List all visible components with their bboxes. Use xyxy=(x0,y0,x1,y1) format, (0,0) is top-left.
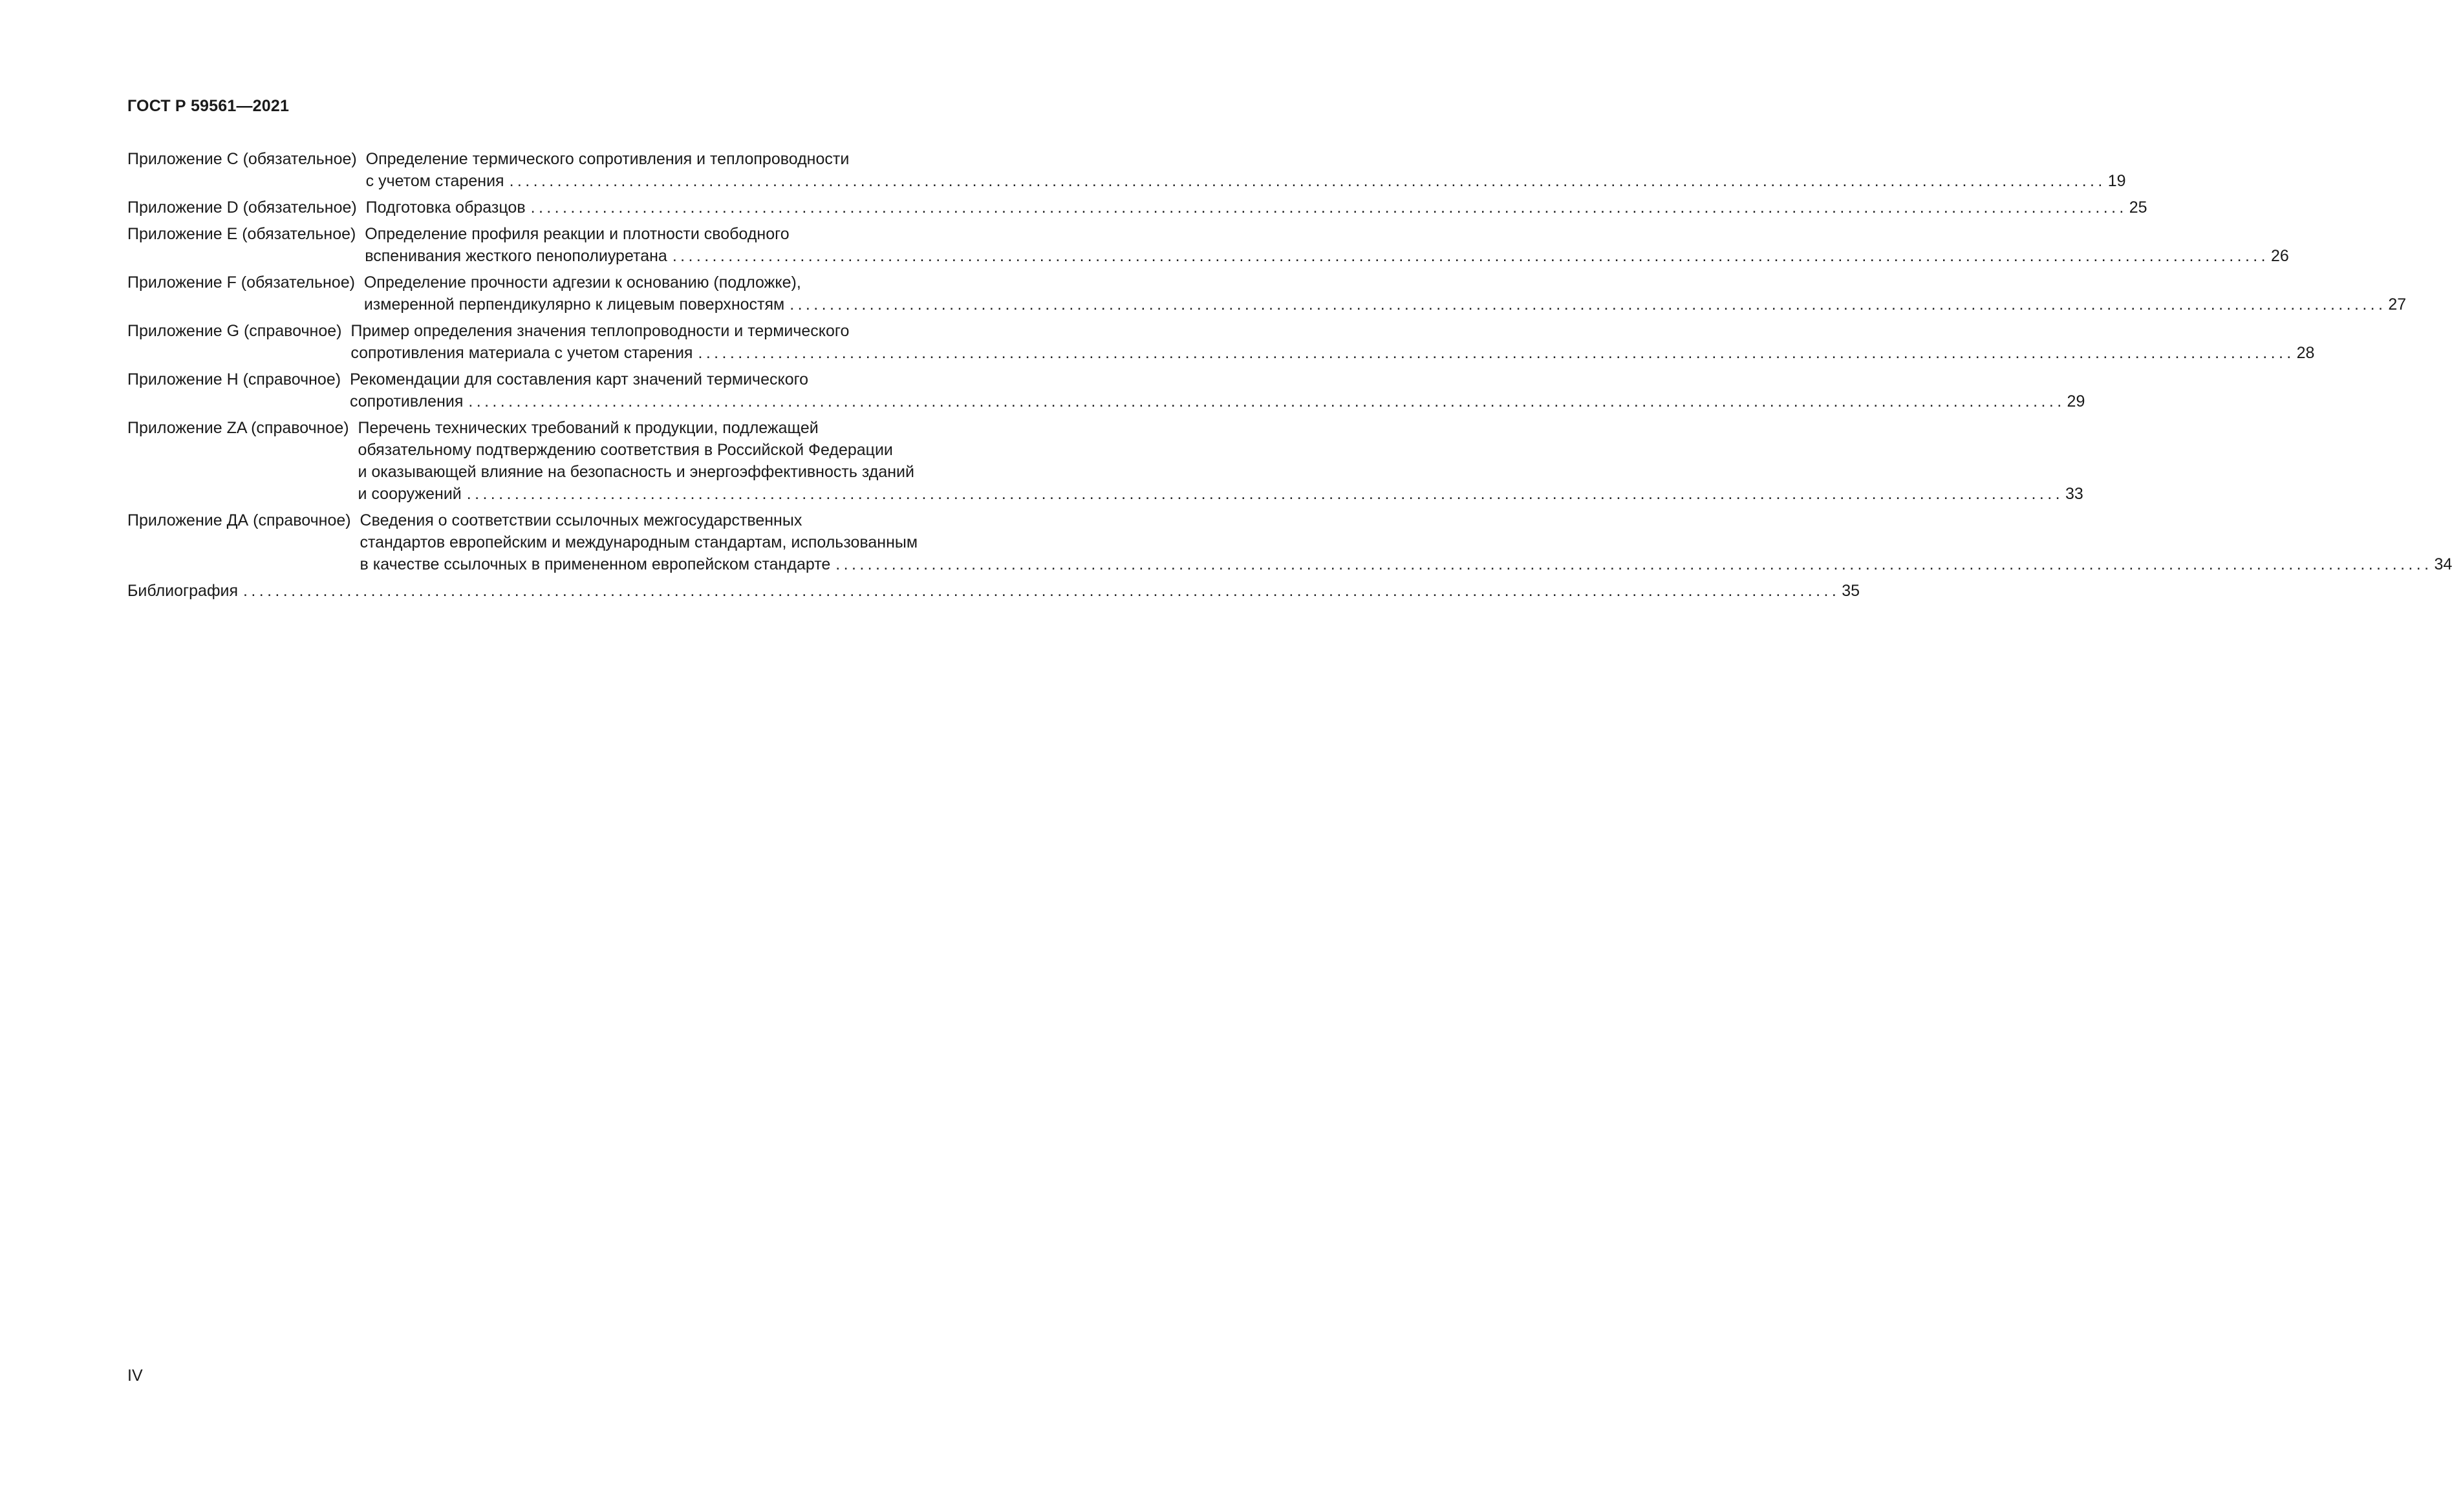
toc-entry-label: Приложение ZA (справочное) xyxy=(127,419,349,437)
toc-entry-title-line: Определение прочности адгезии к основанию (подложке), xyxy=(363,273,801,292)
toc-entry-title-line: Сведения о соответствии ссылочных межгосударственных xyxy=(360,511,802,529)
toc-entry-title-line: стандартов европейским и международным стандартам, использованным xyxy=(360,533,918,551)
toc-entry-title-line: в качестве ссылочных в примененном европейском стандарте xyxy=(360,555,831,573)
toc-entry-label: Приложение D (обязательное) xyxy=(127,198,357,217)
toc-entry-title-line: Библиография xyxy=(127,582,239,600)
toc-page-number[interactable]: 28 xyxy=(2296,344,2315,362)
dot-leader: ........................................................................................................................................................................................................ xyxy=(835,555,2433,573)
toc-entry-label: Приложение С (обязательное) xyxy=(127,150,357,168)
dot-leader: ........................................................................................................................................................................................................ xyxy=(530,198,2127,217)
table-of-contents xyxy=(127,148,2452,606)
toc-page-number[interactable]: 33 xyxy=(2065,485,2083,503)
toc-entry[interactable] xyxy=(127,272,2407,315)
toc-entry-title-line: с учетом старения xyxy=(365,172,504,190)
toc-entry[interactable] xyxy=(127,580,1860,602)
dot-leader: ........................................................................................................................................................................................................ xyxy=(698,344,2295,362)
toc-entry[interactable] xyxy=(127,509,2452,575)
toc-entry-title-line: обязательному подтверждению соответствия в Российской Федерации xyxy=(358,441,893,459)
document-header: ГОСТ Р 59561—2021 xyxy=(127,97,290,115)
dot-leader: ........................................................................................................................................................................................................ xyxy=(509,172,2106,190)
toc-entry-title-line: сопротивления xyxy=(349,392,464,410)
toc-entry-title-line: Подготовка образцов xyxy=(365,198,526,217)
toc-entry-title-line: Пример определения значения теплопроводности и термического xyxy=(350,322,850,340)
toc-entry-title-line: и сооружений xyxy=(358,485,462,503)
toc-entry[interactable] xyxy=(127,417,2083,505)
toc-page-number[interactable]: 19 xyxy=(2107,172,2126,190)
toc-entry-title-line: Определение термического сопротивления и теплопроводности xyxy=(365,150,850,168)
toc-entry[interactable] xyxy=(127,320,2315,364)
toc-entry[interactable] xyxy=(127,148,2126,192)
toc-page-number[interactable]: 34 xyxy=(2434,555,2452,573)
toc-page-number[interactable]: 25 xyxy=(2129,198,2147,217)
toc-entry-title-line: Рекомендации для составления карт значений термического xyxy=(349,370,809,389)
dot-leader: ........................................................................................................................................................................................................ xyxy=(466,485,2063,503)
dot-leader: ........................................................................................................................................................................................................ xyxy=(672,247,2269,265)
toc-entry-title-line: и оказывающей влияние на безопасность и энергоэффективность зданий xyxy=(358,463,914,481)
toc-entry[interactable] xyxy=(127,197,2147,218)
toc-page-number[interactable]: 26 xyxy=(2271,247,2289,265)
toc-entry-title-line: Перечень технических требований к продукции, подлежащей xyxy=(358,419,819,437)
toc-entry-label: Приложение ДА (справочное) xyxy=(127,511,351,529)
toc-page-number[interactable]: 29 xyxy=(2067,392,2085,410)
toc-entry-title-line: вспенивания жесткого пенополиуретана xyxy=(365,247,667,265)
toc-entry-label: Приложение E (обязательное) xyxy=(127,225,356,243)
toc-entry-label: Приложение G (справочное) xyxy=(127,322,342,340)
toc-page-number[interactable]: 35 xyxy=(1842,582,1860,600)
toc-entry-title-line: Определение профиля реакции и плотности свободного xyxy=(365,225,790,243)
toc-entry-label: Приложение F (обязательное) xyxy=(127,273,355,292)
dot-leader: ........................................................................................................................................................................................................ xyxy=(790,295,2387,314)
toc-entry[interactable] xyxy=(127,223,2289,267)
toc-page-number[interactable]: 27 xyxy=(2388,295,2407,314)
toc-entry-label: Приложение H (справочное) xyxy=(127,370,341,389)
toc-entry-title-line: измеренной перпендикулярно к лицевым поверхностям xyxy=(363,295,785,314)
dot-leader: ........................................................................................................................................................................................................ xyxy=(243,582,1840,600)
toc-entry-title-line: сопротивления материала с учетом старения xyxy=(350,344,693,362)
dot-leader: ........................................................................................................................................................................................................ xyxy=(468,392,2065,410)
toc-entry[interactable] xyxy=(127,368,2085,412)
page-number: IV xyxy=(127,1367,143,1385)
